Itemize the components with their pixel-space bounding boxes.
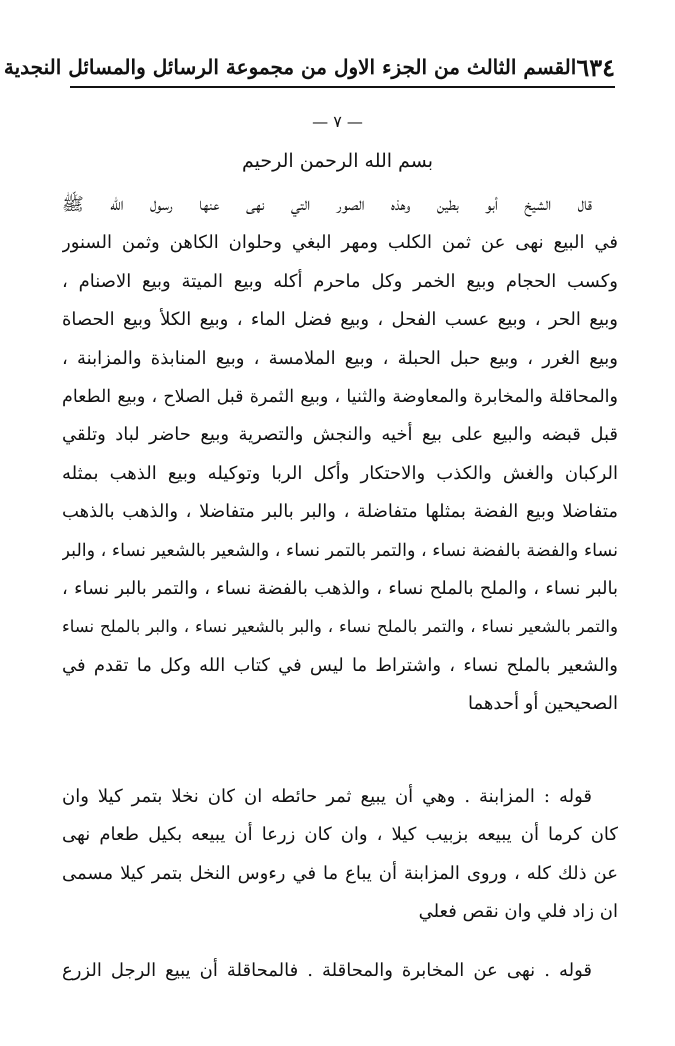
text-line: بالبر نساء ، والملح بالملح نساء ، والذهب بالفضة نساء ، والتمر بالبر نساء ،	[62, 577, 618, 599]
text-line: ان زاد فلي وان نقص فعلي	[418, 901, 618, 923]
text-line: وكسب الحجام وبيع الخمر وكل ماحرم أكله وبيع الميتة وبيع الاصنام ،	[62, 270, 618, 292]
text-line: نساء والفضة بالفضة نساء ، والتمر بالتمر نساء ، والشعير بالشعير نساء ، والبر	[62, 540, 618, 561]
text-line: الركبان والغش والكذب والاحتكار وأكل الربا وتوكيله وبيع الذهب بمثله	[62, 462, 618, 484]
paragraph-1	[62, 186, 618, 723]
text-line: قوله . نهى عن المخابرة والمحاقلة . فالمحاقلة أن يبيع الرجل الزرع	[62, 960, 592, 981]
text-line: والمحاقلة والمخابرة والمعاوضة والثنيا ، وبيع الثمرة قبل الصلاح ، وبيع الطعام	[62, 386, 618, 407]
text-line: عن ذلك كله ، وروى المزابنة أن يباع ما في رءوس النخل بتمر كيلا مسمى	[62, 862, 618, 884]
page-header	[3, 50, 615, 84]
text-line: كان كرما أن يبيعه بزبيب كيلا ، وان كان زرعا أن يبيعه بكيل طعام نهى	[62, 824, 618, 846]
paragraph-3	[62, 952, 618, 990]
text-line: وبيع الغرر ، وبيع حبل الحبلة ، وبيع الملامسة ، وبيع المنابذة والمزابنة ،	[62, 347, 618, 369]
text-line: الصحيحين أو أحدهما	[468, 693, 618, 715]
text-line: قبل قبضه والبيع على بيع أخيه والنجش والتصرية وبيع حاضر لباد وتلقي	[62, 424, 618, 446]
text-line: في البيع نهى عن ثمن الكلب ومهر البغي وحلوان الكاهن وثمن السنور	[62, 232, 618, 254]
basmala: بسم الله الرحمن الرحيم	[242, 150, 433, 172]
header-rule	[70, 86, 615, 88]
page-number: ٦٣٤	[576, 52, 615, 82]
text-line: والتمر بالشعير نساء ، والتمر بالملح نساء ، والبر بالشعير نساء ، والبر بالملح نساء	[62, 617, 618, 637]
text-line: متفاضلا وبيع الفضة بمثلها متفاضلة ، والبر بالبر متفاضلا ، والذهب بالذهب	[62, 501, 618, 523]
text-line: والشعير بالملح نساء ، واشتراط ما ليس في كتاب الله وكل ما تقدم في	[62, 654, 618, 676]
text-line: قال الشيخ أبو بطين وهذه الصور التي نهى عنها رسول الله ﷺ	[62, 194, 592, 215]
text-line: وبيع الحر ، وبيع عسب الفحل ، وبيع فضل الماء ، وبيع الكلأ وبيع الحصاة	[62, 309, 618, 331]
section-number: — ٧ —	[312, 112, 363, 131]
paragraph-2	[62, 778, 618, 932]
running-title: القسم الثالث من الجزء الاول من مجموعة الرسائل والمسائل النجدية	[3, 55, 577, 79]
text-line: قوله : المزابنة . وهي أن يبيع ثمر حائطه ان كان نخلا بتمر كيلا وان	[62, 786, 592, 807]
